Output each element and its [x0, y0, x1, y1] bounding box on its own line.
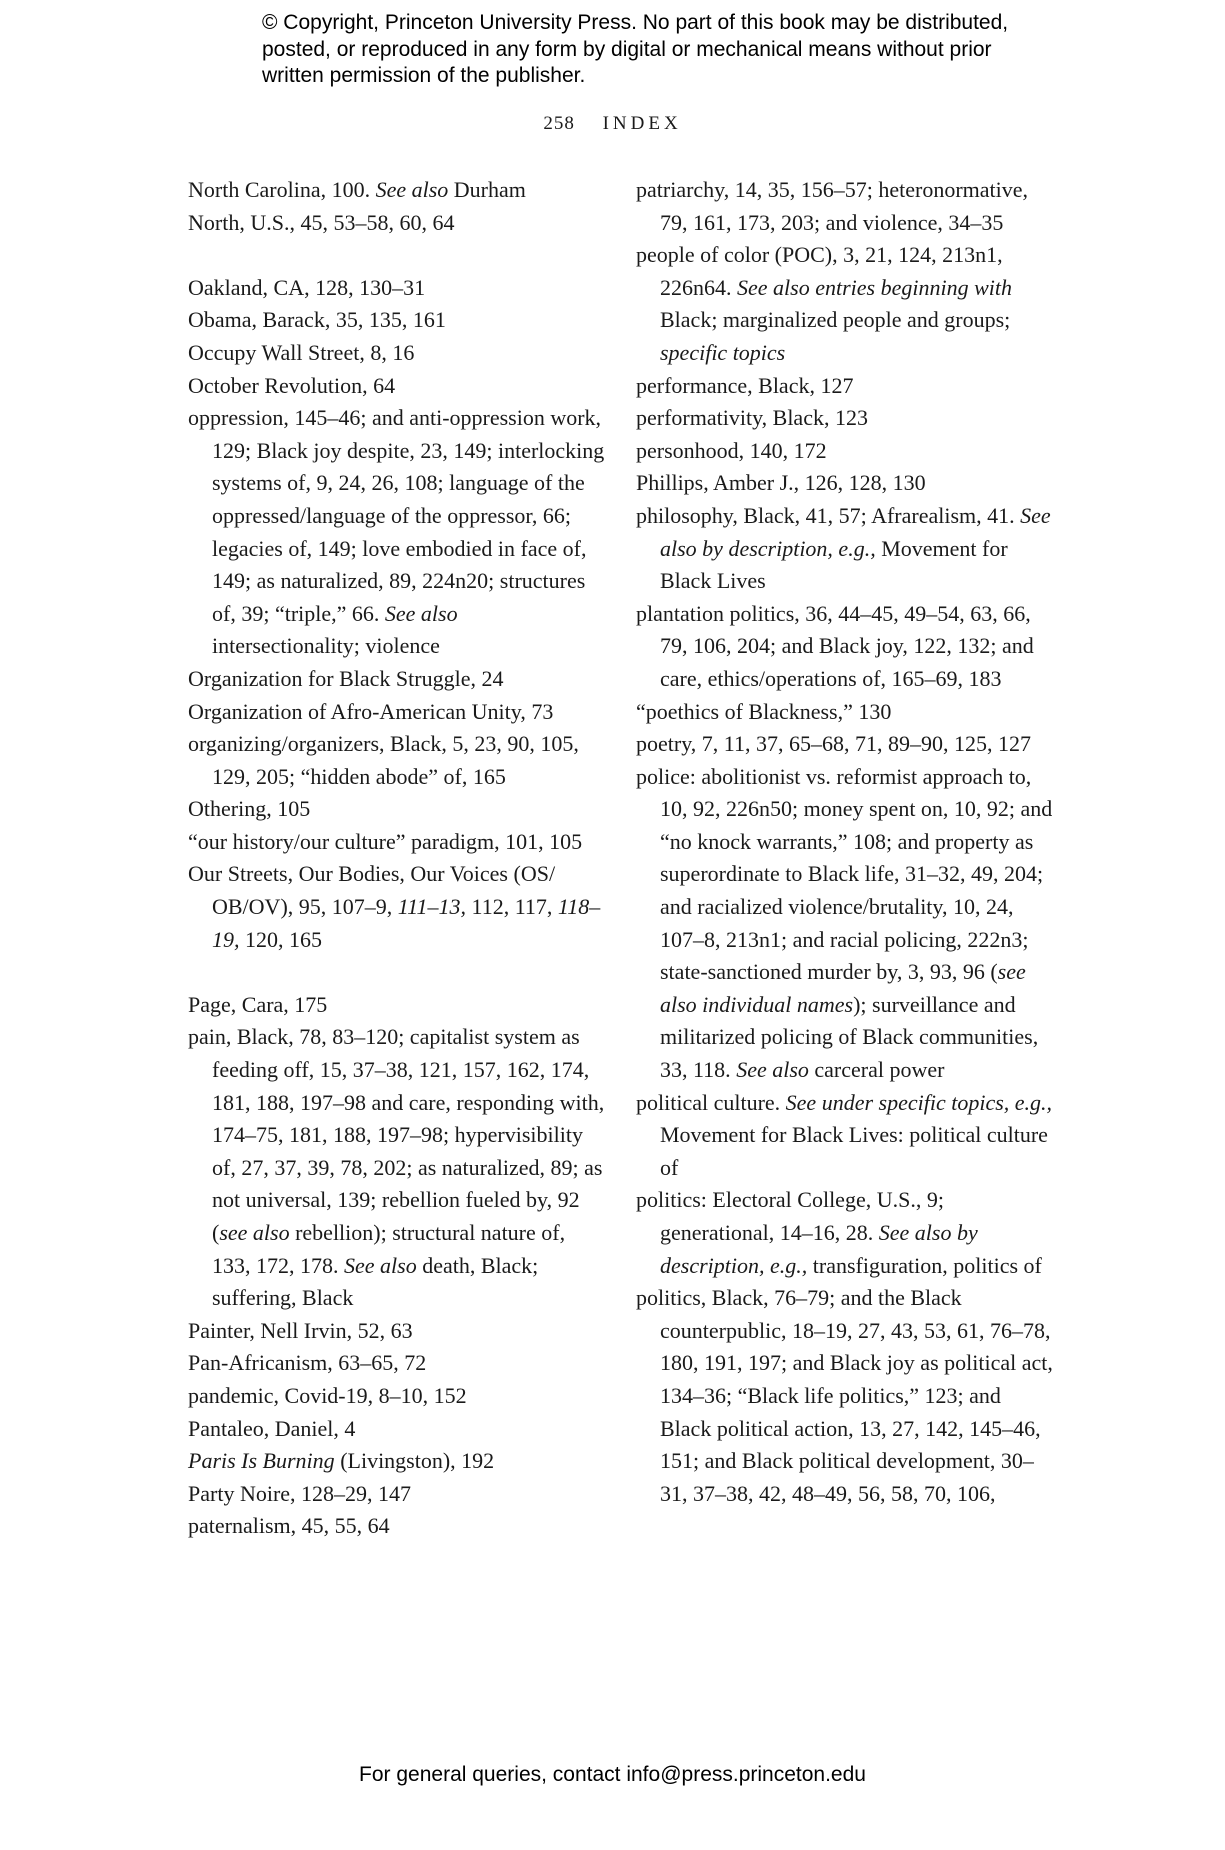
entry-text: paternalism, 45, 55, 64 — [188, 1513, 390, 1539]
entry-text: “poethics of Blackness,” 130 — [636, 698, 892, 724]
entry-text: politics: Electoral College, U.S., 9; generational, 14–16, 28. — [636, 1187, 944, 1245]
entry-text: personhood, 140, 172 — [636, 437, 827, 463]
entry-text: October Revolution, 64 — [188, 372, 396, 398]
italic-text: See under specific topics, e.g., — [785, 1089, 1053, 1115]
entry-gap — [188, 956, 608, 989]
entry-text: Our Streets, Our Bodies, Our Voices (OS/ OB/OV), 95, 107–9, — [188, 861, 556, 920]
index-column-left — [188, 174, 608, 1543]
index-entry — [188, 337, 608, 370]
index-entry — [188, 1021, 608, 1314]
index-entry — [188, 1380, 608, 1413]
entry-text: ); surveillance and militarized policing of Black communities, 33, 118. — [660, 991, 1039, 1083]
index-entry — [188, 728, 608, 793]
entry-text: carceral power — [808, 1057, 945, 1083]
entry-text: police: abolitionist vs. reformist approach to, 10, 92, 226n50; money spent on, 10, 92; and “no knock warrants,” 108; and property as superordinate to Black life, 31–32, 49, 204; and racialized violence/brutality, 10, 24, 107–8, 213n1; and racial policing, 222n3; state-sanctioned murder by, 3, 93, 96 ( — [636, 763, 1053, 985]
entry-text: Phillips, Amber J., 126, 128, 130 — [636, 470, 926, 496]
copyright-notice: © Copyright, Princeton University Press. No part of this book may be distributed, posted, or reproduced in any form by digital or mechanical means without prior written permission of the publisher. — [262, 11, 1009, 87]
index-entry — [188, 858, 608, 956]
entry-text: Page, Cara, 175 — [188, 991, 328, 1017]
italic-text: 118–19, — [212, 894, 601, 952]
entry-text: Othering, 105 — [188, 796, 311, 822]
index-entry — [188, 1315, 608, 1348]
entry-text: Oakland, CA, 128, 130–31 — [188, 274, 426, 300]
index-entry — [188, 402, 608, 663]
italic-text: 111–13, — [397, 894, 467, 920]
entry-text: Movement for Black Lives — [660, 535, 1008, 594]
index-entry — [188, 1478, 608, 1511]
italic-text: See also entries beginning with — [737, 274, 1012, 300]
entry-text: performance, Black, 127 — [636, 372, 854, 398]
index-entry — [636, 239, 1056, 369]
index-entry — [636, 402, 1056, 435]
italic-text: See also by description, e.g., — [660, 502, 1051, 561]
page-number: 258 — [543, 113, 575, 134]
index-entry — [636, 500, 1056, 598]
italic-text: see also individual names — [660, 959, 1026, 1017]
index-entry — [636, 696, 1056, 729]
index-entry — [188, 1413, 608, 1446]
index-entry — [188, 207, 608, 240]
entry-text: Durham — [448, 177, 526, 202]
index-entry — [188, 696, 608, 729]
entry-text: Pantaleo, Daniel, 4 — [188, 1415, 356, 1441]
italic-text: specific topics — [660, 339, 786, 365]
index-entry — [636, 1087, 1056, 1185]
entry-text: Obama, Barack, 35, 135, 161 — [188, 307, 446, 333]
index-entry — [188, 370, 608, 403]
index-entry — [188, 174, 608, 207]
index-entry — [636, 761, 1056, 1087]
index-entry — [636, 1184, 1056, 1282]
index-entry — [188, 793, 608, 826]
entry-text: intersectionality; violence — [212, 633, 440, 659]
index-entry — [188, 989, 608, 1022]
entry-text: Painter, Nell Irvin, 52, 63 — [188, 1317, 413, 1343]
index-column-right — [636, 174, 1056, 1510]
entry-text: North, U.S., 45, 53–58, 60, 64 — [188, 209, 455, 235]
index-entry — [636, 728, 1056, 761]
entry-text: death, Black; suffering, Black — [212, 1252, 539, 1311]
italic-text: See also by description, e.g., — [660, 1220, 978, 1278]
index-entry — [188, 1347, 608, 1380]
index-entry — [188, 304, 608, 337]
footer-contact: For general queries, contact info@press.princeton.edu — [359, 1763, 866, 1786]
index-entry — [636, 370, 1056, 403]
entry-text: Occupy Wall Street, 8, 16 — [188, 339, 415, 365]
italic-text: see also — [219, 1220, 290, 1245]
entry-text: plantation politics, 36, 44–45, 49–54, 63, 66, 79, 106, 204; and Black joy, 122, 132; and care, ethics/operations of, 165–69, 183 — [636, 600, 1034, 691]
index-entry — [636, 467, 1056, 500]
entry-text: pandemic, Covid-19, 8–10, 152 — [188, 1382, 467, 1408]
entry-text: 112, 117, — [466, 894, 558, 920]
entry-text: rebellion); structural nature of, 133, 172, 178. — [212, 1220, 566, 1278]
entry-text: Pan-Africanism, 63–65, 72 — [188, 1350, 427, 1376]
entry-text: transfiguration, politics of — [807, 1252, 1042, 1278]
entry-text: Black; marginalized people and groups; — [660, 307, 1011, 333]
section-title: INDEX — [602, 113, 682, 134]
entry-text: philosophy, Black, 41, 57; Afrarealism, 41. — [636, 502, 1021, 528]
entry-text: politics, Black, 76–79; and the Black counterpublic, 18–19, 27, 43, 53, 61, 76–78, 180, 191, 197; and Black joy as political act, 134–36; “Black life politics,” 123; and Black political action, 13, 27, 142, 145–46, 151; and Black political development, 30–31, 37–38, 42, 48–49, 56, 58, 70, 106, — [636, 1285, 1053, 1506]
entry-text: Organization of Afro-American Unity, 73 — [188, 698, 554, 724]
index-entry — [188, 272, 608, 305]
index-entry — [636, 598, 1056, 696]
entry-text: Movement for Black Lives: political culture of — [660, 1122, 1048, 1180]
entry-text: political culture. — [636, 1089, 786, 1115]
italic-text: See also — [736, 1057, 809, 1083]
italic-text: Paris Is Burning — [188, 1448, 335, 1474]
entry-text: Organization for Black Struggle, 24 — [188, 665, 504, 691]
entry-text: 120, 165 — [239, 926, 322, 952]
index-entry — [636, 435, 1056, 468]
entry-text: performativity, Black, 123 — [636, 405, 868, 431]
italic-text: See also — [344, 1252, 417, 1278]
italic-text: See also — [375, 177, 449, 202]
entry-text: pain, Black, 78, 83–120; capitalist system as feeding off, 15, 37–38, 121, 157, 162, 174, 181, 188, 197–98 and care, responding with, 174–75, 181, 188, 197–98; hypervisibility of, 27, 37, 39, 78, 202; as naturalized, 89; as not universal, 139; rebellion fueled by, 92 ( — [188, 1024, 605, 1245]
italic-text: See also — [384, 600, 458, 626]
index-entry — [188, 1445, 608, 1478]
running-head — [0, 113, 1225, 135]
entry-gap — [188, 239, 608, 272]
entry-text: “our history/our culture” paradigm, 101, 105 — [188, 828, 583, 854]
entry-text: (Livingston), 192 — [334, 1448, 495, 1474]
entry-text: organizing/organizers, Black, 5, 23, 90, 105, 129, 205; “hidden abode” of, 165 — [188, 731, 579, 789]
entry-text: Party Noire, 128–29, 147 — [188, 1480, 412, 1506]
index-entry — [188, 1510, 608, 1543]
entry-text: poetry, 7, 11, 37, 65–68, 71, 89–90, 125, 127 — [636, 731, 1031, 757]
index-entry — [188, 826, 608, 859]
index-entry — [636, 1282, 1056, 1510]
entry-text: people of color (POC), 3, 21, 124, 213n1, 226n64. — [636, 242, 1003, 300]
index-entry — [636, 174, 1056, 239]
entry-text: patriarchy, 14, 35, 156–57; heteronormative, 79, 161, 173, 203; and violence, 34–35 — [636, 177, 1029, 235]
entry-text: oppression, 145–46; and anti-oppression work, 129; Black joy despite, 23, 149; interlocking systems of, 9, 24, 26, 108; language of the oppressed/language of the oppressor, 66; legacies of, 149; love embodied in face of, 149; as naturalized, 89, 224n20; structures of, 39; “triple,” 66. — [188, 405, 605, 626]
entry-text: North Carolina, 100. — [188, 177, 376, 202]
index-entry — [188, 663, 608, 696]
